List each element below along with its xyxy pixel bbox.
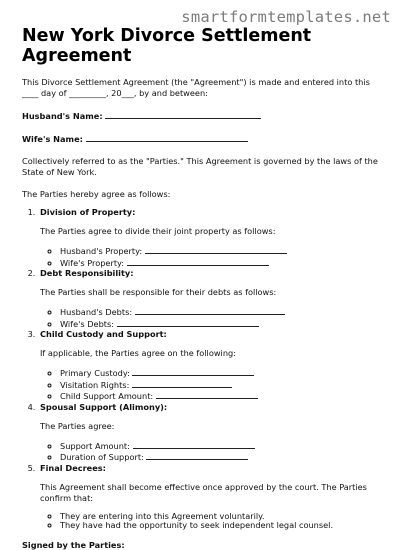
list-item [60, 318, 381, 330]
list-item [60, 440, 381, 452]
section-items [40, 440, 381, 463]
section-items [40, 512, 381, 531]
section-title: Spousal Support (Alimony): [40, 401, 168, 412]
list-item: ◦ They are entering into this Agreement voluntarily. [60, 512, 381, 522]
item-label: Wife's Property: [60, 257, 125, 268]
section-description: If applicable, the Parties agree on the following: [40, 348, 236, 358]
section-items [40, 367, 381, 402]
agreement-sections [22, 207, 381, 531]
item-line [117, 318, 259, 327]
section-description: The Parties shall be responsible for their debts as follows: [40, 287, 277, 297]
item-line [145, 245, 287, 254]
item-label: Husband's Debts: [60, 307, 133, 317]
item-label: Visitation Rights: [60, 379, 130, 390]
governing-law-paragraph: Collectively referred to as the "Parties." This Agreement is governed by the laws of the State of New York. [22, 156, 378, 177]
section-title: Debt Responsibility: [40, 268, 134, 278]
section-items [40, 306, 381, 329]
section-child-custody [38, 329, 381, 402]
item-label: Wife's Debts: [60, 318, 115, 329]
item-line [146, 451, 248, 460]
item-label: Duration of Support: [60, 452, 144, 462]
signed-by-heading: Signed by the Parties: [22, 539, 125, 550]
list-item [60, 390, 381, 402]
section-final-decrees [38, 463, 381, 531]
section-title: Division of Property: [40, 207, 136, 217]
item-label: Child Support Amount: [60, 391, 154, 401]
list-item [60, 306, 381, 318]
item-line [156, 390, 258, 399]
wife-name-row [22, 133, 381, 145]
section-division-of-property [38, 207, 381, 268]
item-line [132, 379, 232, 388]
item-line [132, 367, 254, 376]
husband-name-label: Husband's Name: [22, 111, 103, 121]
item-line [135, 306, 285, 315]
document-title: New York Divorce Settlement Agreement [22, 26, 312, 66]
list-item [60, 451, 381, 463]
watermark: smartformtemplates.net [181, 8, 391, 26]
section-title: Final Decrees: [40, 462, 106, 473]
list-item [60, 245, 381, 257]
list-item [60, 257, 381, 269]
intro-paragraph: This Divorce Settlement Agreement (the "Agreement") is made and entered into this ____ day of _________, 20___, by and between: [22, 77, 370, 98]
section-title: Child Custody and Support: [40, 329, 167, 339]
item-label: Husband's Property: [60, 246, 143, 256]
wife-name-label: Wife's Name: [22, 134, 83, 144]
husband-name-line [105, 110, 261, 119]
hereby-paragraph: The Parties hereby agree as follows: [22, 189, 171, 199]
section-description: The Parties agree: [40, 420, 115, 431]
section-description: The Parties agree to divide their joint property as follows: [40, 226, 276, 236]
section-items [40, 245, 381, 268]
item-label: Primary Custody: [60, 368, 130, 378]
section-debt-responsibility [38, 268, 381, 329]
wife-name-line [86, 133, 248, 142]
item-line [133, 440, 255, 449]
item-label: Support Amount: [60, 440, 130, 451]
list-item: ◦ They have had the opportunity to seek independent legal counsel. [60, 521, 381, 531]
section-spousal-support [38, 402, 381, 463]
list-item [60, 367, 381, 379]
husband-name-row [22, 110, 381, 122]
list-item [60, 379, 381, 391]
section-description: This Agreement shall become effective once approved by the court. The Parties confirm that: [40, 481, 367, 503]
item-line [127, 257, 269, 266]
